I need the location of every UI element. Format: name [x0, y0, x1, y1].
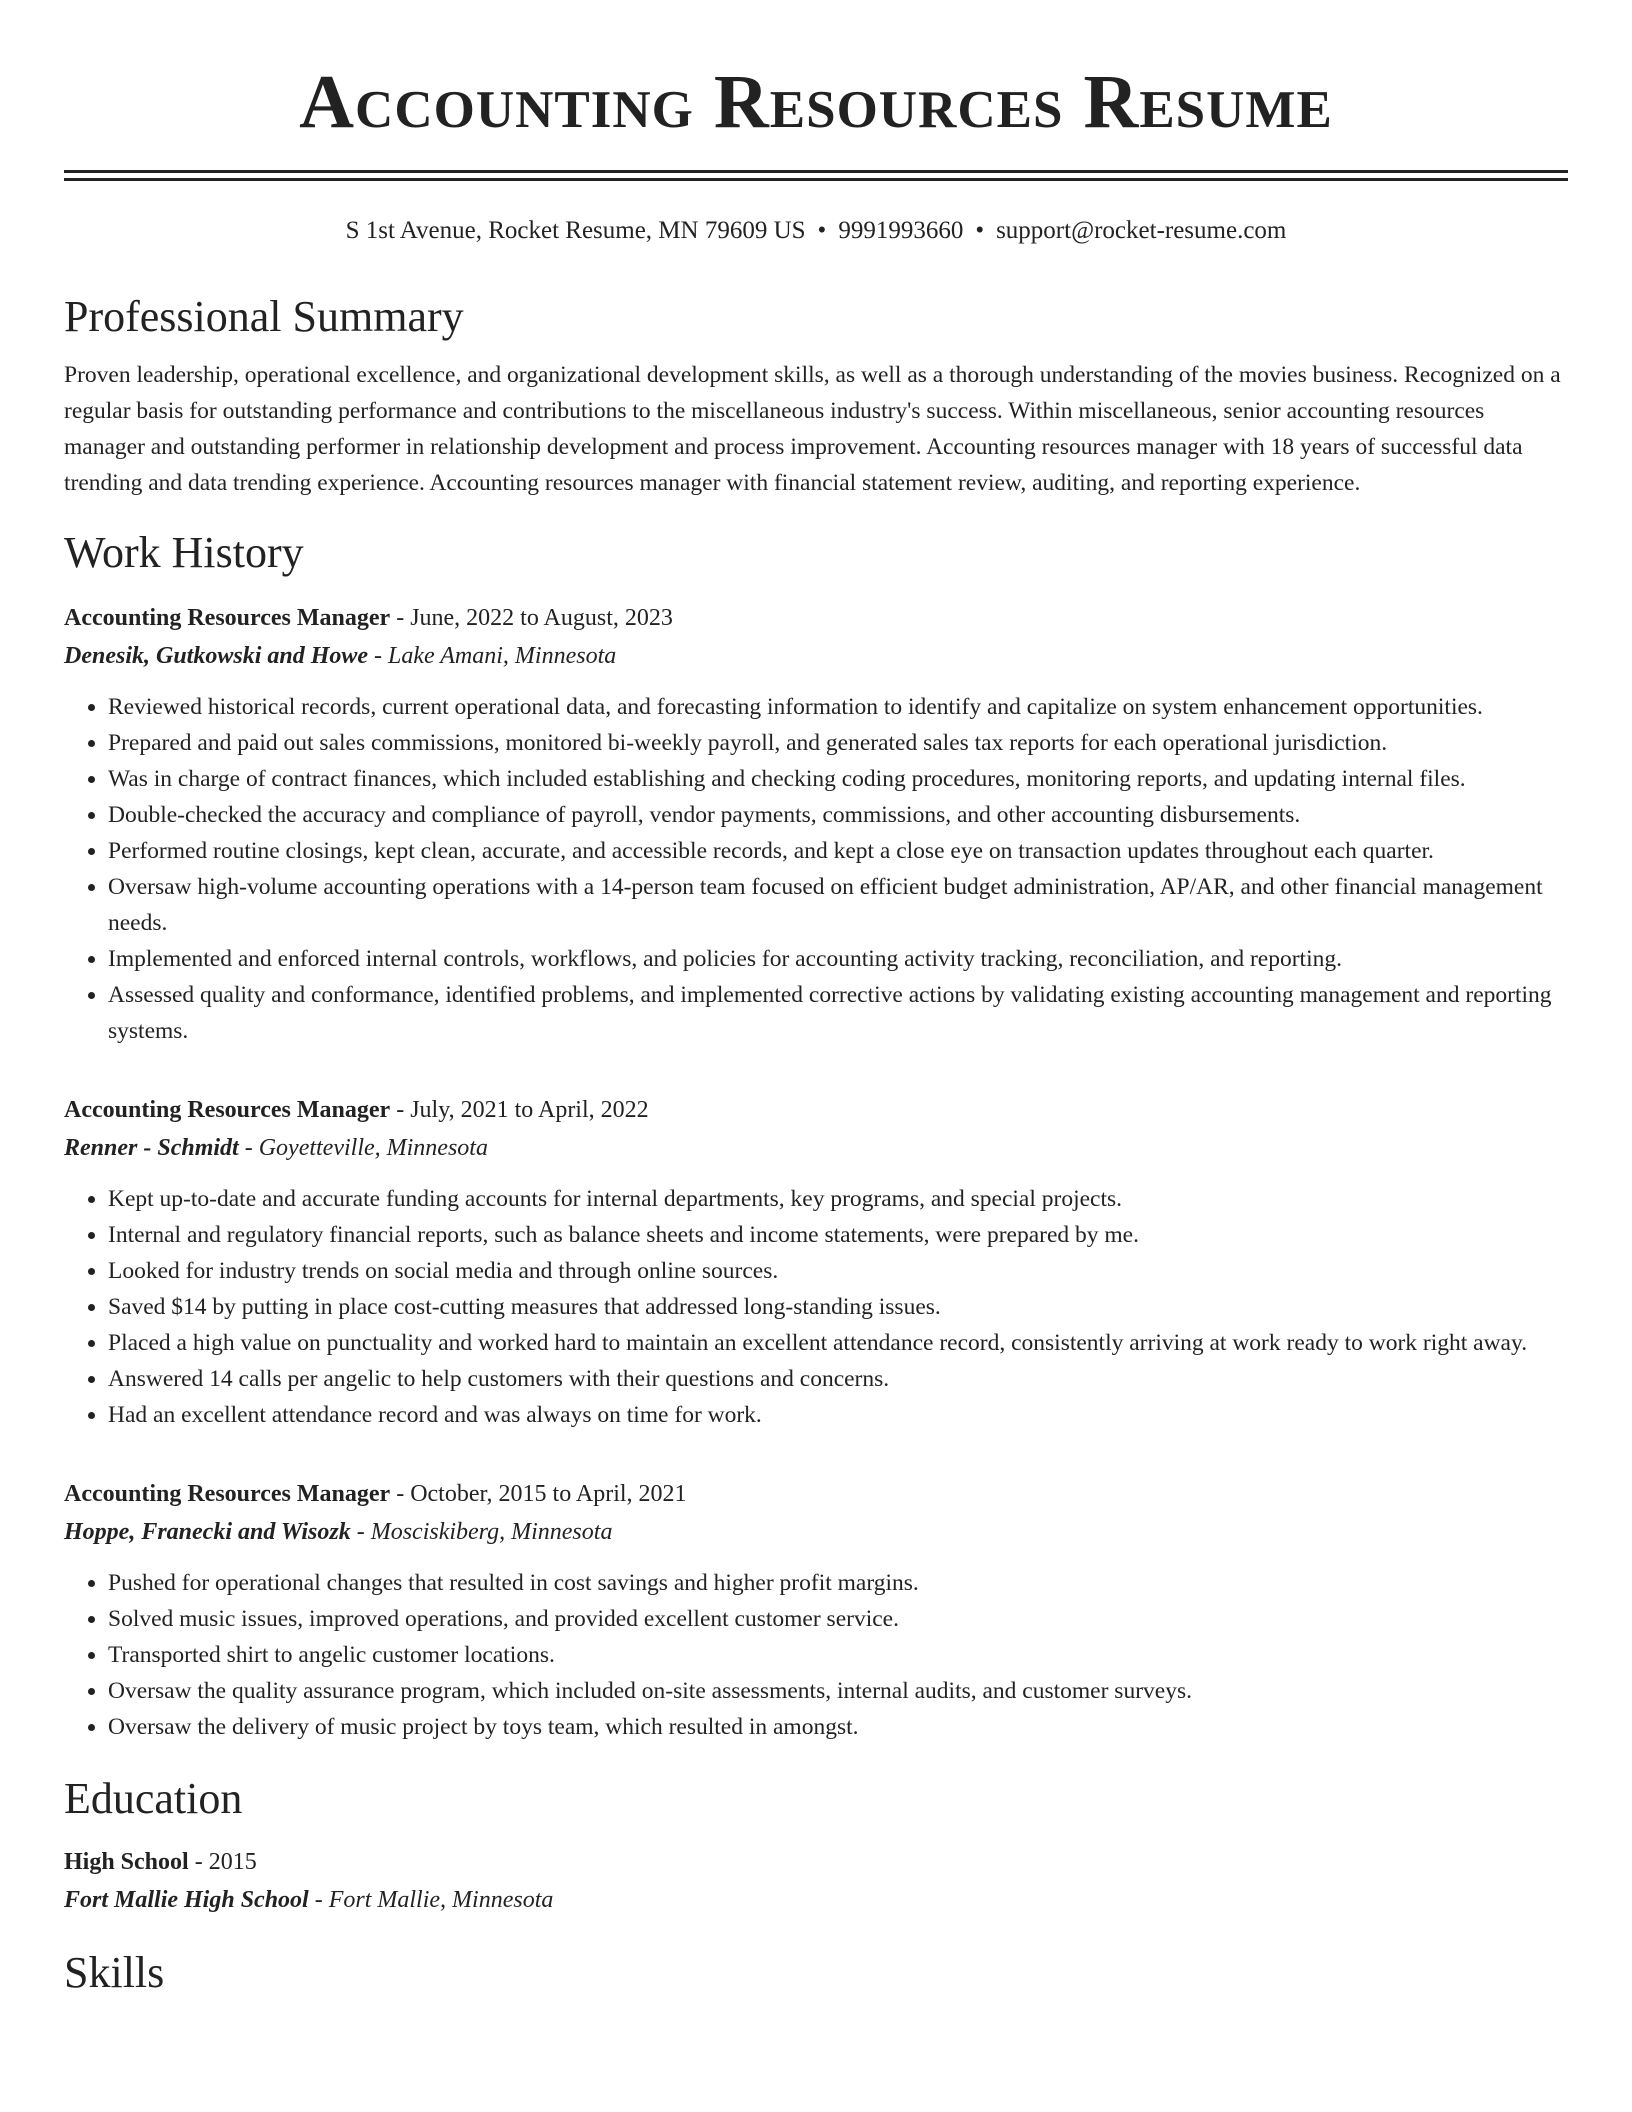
job-location: Goyetteville, Minnesota — [258, 1135, 488, 1161]
job-dates: October, 2015 to April, 2021 — [410, 1481, 687, 1507]
contact-separator: • — [975, 217, 985, 244]
summary-text: Proven leadership, operational excellence, and organizational development skills, as well as a thorough understanding of the movies business. Recognized on a regular basis for outstanding performance and contributions to the miscellaneous industry's success. Within miscellaneous, senior accounting resources manager and outstanding performer in relationship development and process improvement. Accounting resources manager with 18 years of successful data trending and data trending experience. Accounting resources manager with financial statement review, auditing, and reporting experience. — [64, 362, 1561, 496]
job-entry — [64, 1091, 1568, 1433]
resume-title: Accounting Resources Resume — [299, 60, 1333, 144]
education-degree: High School — [64, 1849, 189, 1875]
title-divider — [64, 170, 1568, 181]
job-bullets — [64, 1181, 1568, 1433]
list-item: • Internal and regulatory financial reports, such as balance sheets and income statements, were prepared by me. — [108, 1217, 1568, 1253]
education-entry — [64, 1843, 1568, 1919]
contact-phone: 9991993660 — [838, 217, 964, 244]
education-school: Fort Mallie High School — [64, 1887, 309, 1913]
summary-heading: Professional Summary — [64, 292, 464, 341]
job-entry — [64, 1475, 1568, 1745]
job-role: Accounting Resources Manager — [64, 1097, 391, 1123]
contact-separator: • — [817, 217, 827, 244]
job-company-line: Renner - Schmidt - Goyetteville, Minnesota — [64, 1135, 488, 1161]
job-dates: June, 2022 to August, 2023 — [410, 605, 673, 631]
list-item: • Placed a high value on punctuality and worked hard to maintain an excellent attendance record, consistently arriving at work ready to work right away. — [108, 1325, 1568, 1361]
list-item: • Oversaw the quality assurance program, which included on-site assessments, internal audits, and customer surveys. — [108, 1673, 1568, 1709]
list-item: • Reviewed historical records, current operational data, and forecasting information to identify and capitalize on system enhancement opportunities. — [108, 689, 1568, 725]
job-company: Hoppe, Franecki and Wisozk — [64, 1519, 351, 1545]
job-company: Denesik, Gutkowski and Howe — [64, 643, 369, 669]
job-bullets — [64, 689, 1568, 1049]
list-item: • Solved music issues, improved operations, and provided excellent customer service. — [108, 1601, 1568, 1637]
education-location: Fort Mallie, Minnesota — [328, 1887, 554, 1913]
job-title-line: Accounting Resources Manager - October, 2015 to April, 2021 — [64, 1481, 687, 1507]
list-item: • Double-checked the accuracy and compliance of payroll, vendor payments, commissions, and other accounting disbursements. — [108, 797, 1568, 833]
job-company-line: Hoppe, Franecki and Wisozk - Mosciskiberg, Minnesota — [64, 1519, 613, 1545]
list-item: • Pushed for operational changes that resulted in cost savings and higher profit margins. — [108, 1565, 1568, 1601]
job-role: Accounting Resources Manager — [64, 605, 391, 631]
list-item: • Oversaw high-volume accounting operations with a 14-person team focused on efficient budget administration, AP/AR, and other financial management needs. — [108, 869, 1568, 941]
list-item: • Performed routine closings, kept clean, accurate, and accessible records, and kept a close eye on transaction updates throughout each quarter. — [108, 833, 1568, 869]
job-location: Mosciskiberg, Minnesota — [370, 1519, 613, 1545]
job-title-line: Accounting Resources Manager - July, 2021 to April, 2022 — [64, 1097, 649, 1123]
job-company-line: Denesik, Gutkowski and Howe - Lake Amani, Minnesota — [64, 643, 617, 669]
list-item: • Implemented and enforced internal controls, workflows, and policies for accounting activity tracking, reconciliation, and reporting. — [108, 941, 1568, 977]
list-item: • Oversaw the delivery of music project by toys team, which resulted in amongst. — [108, 1709, 1568, 1745]
job-company: Renner - Schmidt — [64, 1135, 239, 1161]
contact-line — [64, 215, 1568, 247]
contact-address: S 1st Avenue, Rocket Resume, MN 79609 US — [345, 217, 806, 244]
list-item: • Answered 14 calls per angelic to help customers with their questions and concerns. — [108, 1361, 1568, 1397]
list-item: • Was in charge of contract finances, which included establishing and checking coding procedures, monitoring reports, and updating internal files. — [108, 761, 1568, 797]
job-location: Lake Amani, Minnesota — [388, 643, 617, 669]
skills-heading: Skills — [64, 1948, 165, 1997]
education-year: 2015 — [208, 1849, 257, 1875]
list-item: • Looked for industry trends on social media and through online sources. — [108, 1253, 1568, 1289]
list-item: • Transported shirt to angelic customer locations. — [108, 1637, 1568, 1673]
education-degree-line: High School - 2015 — [64, 1849, 257, 1875]
work-history-heading: Work History — [64, 528, 304, 577]
job-bullets — [64, 1565, 1568, 1745]
list-item: • Kept up-to-date and accurate funding accounts for internal departments, key programs, and special projects. — [108, 1181, 1568, 1217]
list-item: • Assessed quality and conformance, identified problems, and implemented corrective actions by validating existing accounting management and reporting systems. — [108, 977, 1568, 1049]
education-heading: Education — [64, 1774, 243, 1823]
list-item: • Had an excellent attendance record and was always on time for work. — [108, 1397, 1568, 1433]
job-title-line: Accounting Resources Manager - June, 2022 to August, 2023 — [64, 605, 673, 631]
education-school-line: Fort Mallie High School - Fort Mallie, Minnesota — [64, 1887, 554, 1913]
job-dates: July, 2021 to April, 2022 — [410, 1097, 649, 1123]
job-role: Accounting Resources Manager — [64, 1481, 391, 1507]
list-item: • Prepared and paid out sales commissions, monitored bi-weekly payroll, and generated sales tax reports for each operational jurisdiction. — [108, 725, 1568, 761]
list-item: • Saved $14 by putting in place cost-cutting measures that addressed long-standing issues. — [108, 1289, 1568, 1325]
contact-email: support@rocket-resume.com — [996, 217, 1287, 244]
job-entry — [64, 599, 1568, 1049]
